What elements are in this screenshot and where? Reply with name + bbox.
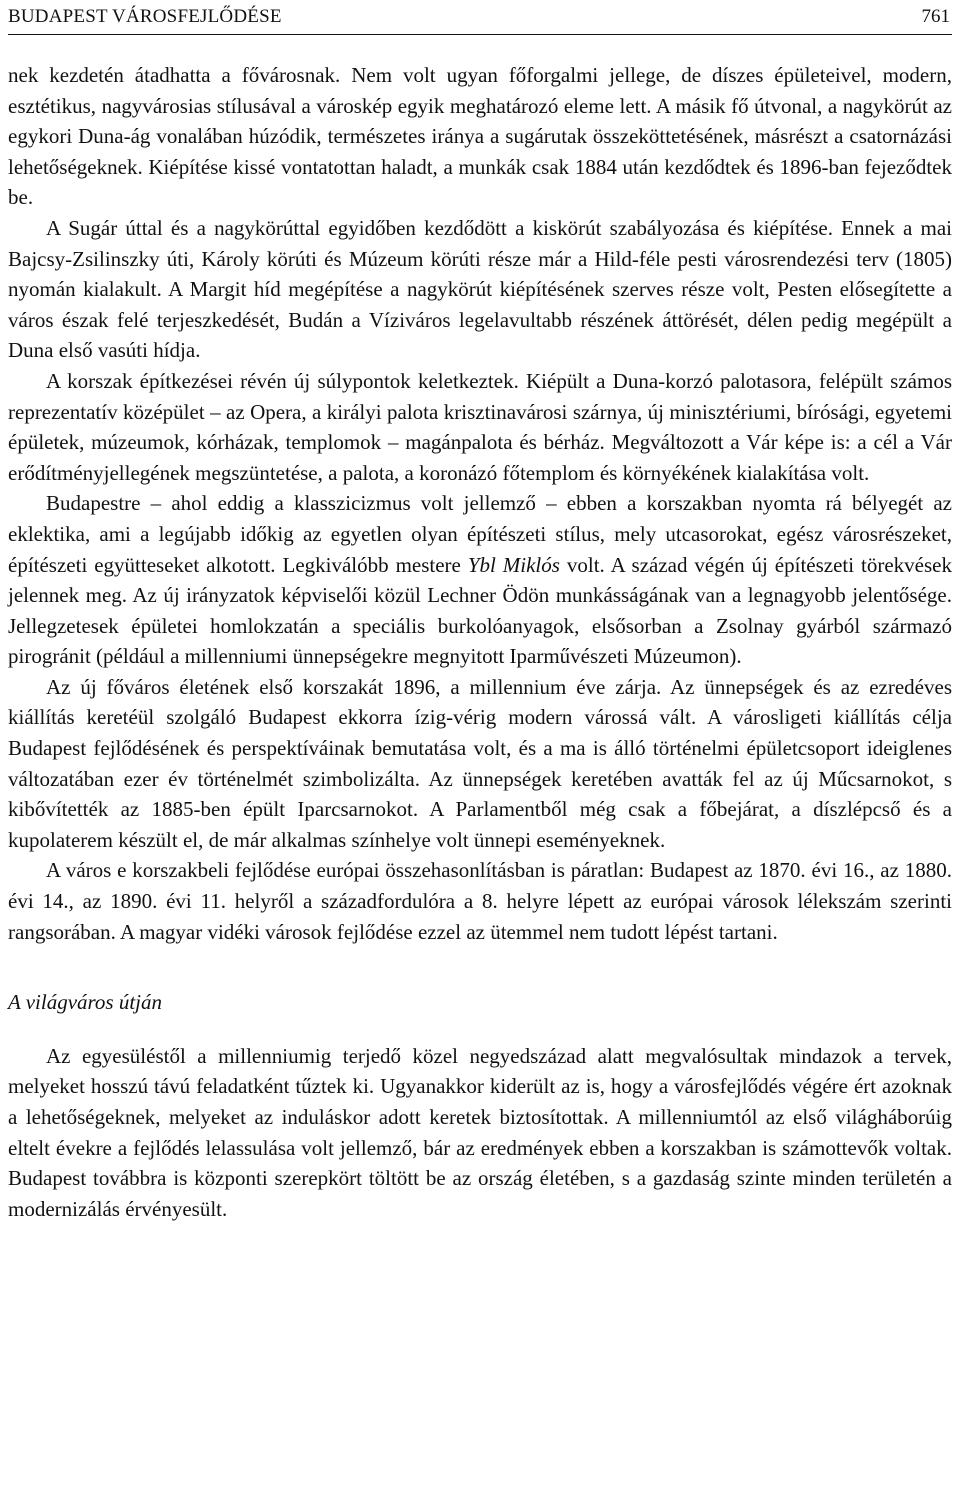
page-body	[8, 60, 952, 1224]
paragraph-continuation: nek kezdetén átadhatta a fővárosnak. Nem volt ugyan főforgalmi jellege, de díszes épületeivel, modern, esztétikus, nagyvárosias stílusával a városkép egyik meghatározó eleme lett. A másik fő útvonal, a nagykörút az egykori Duna-ág vonalában húzódik, természetes iránya a sugárutak összeköttetésének, másrészt a csatornázási lehetőségeknek. Kiépítése kissé vontatottan haladt, a munkák csak 1884 után kezdődtek és 1896-ban fejeződtek be.	[8, 63, 952, 210]
paragraph-text: volt. A század végén új építészeti törekvések jelennek meg. Az új irányzatok képviselői közül Lechner Ödön munkásságának van a legnagyobb jelentősége. Jellegzetesek épületei homlokzatán a speciális burkolóanyagok, elsősorban a Zsolnay gyárból származó pirogránit (például a millenniumi ünnepségekre megnyitott Iparművészeti Múzeumon).	[8, 552, 952, 669]
paragraph: A város e korszakbeli fejlődése európai összehasonlításban is páratlan: Budapest az 1870. évi 16., az 1880. évi 14., az 1890. évi 11. helyről a századfordulóra a 8. helyre lépett az európai városok lélekszám szerinti rangsorában. A magyar vidéki városok fejlődése ezzel az ütemmel nem tudott lépést tartani.	[8, 858, 952, 944]
page-header	[8, 0, 952, 35]
running-title: BUDAPEST VÁROSFEJLŐDÉSE	[8, 6, 282, 27]
architect-name: Ybl Miklós	[467, 552, 560, 577]
page-number: 761	[921, 6, 950, 27]
paragraph: Az új főváros életének első korszakát 1896, a millennium éve zárja. Az ünnepségek és az ezredéves kiállítás keretéül szolgáló Budapest ekkorra ízig-vérig modern várossá vált. A városligeti kiállítás célja Budapest fejlődésének és perspektíváinak bemutatása volt, és a ma is álló történelmi épületcsoport ideiglenes változatában ezer év történelmét szimbolizálta. Az ünnepségek keretében avatták fel az új Műcsarnokot, s kibővítették az 1885-ben épült Iparcsarnokot. A Parlamentből még csak a főbejárat, a díszlépcső és a kupolaterem készült el, de már alkalmas színhelye volt ünnepi eseményeknek.	[8, 674, 952, 852]
paragraph: A korszak építkezései révén új súlypontok keletkeztek. Kiépült a Duna-korzó palotasora, felépült számos reprezentatív középület – az Opera, a királyi palota krisztinavárosi szárnya, új minisztériumi, bírósági, egyetemi épületek, múzeumok, kórházak, templomok – magánpalota és bérház. Megváltozott a Vár képe is: a cél a Vár erődítményjellegének megszüntetése, a palota, a koronázó főtemplom és környékének kialakítása volt.	[8, 368, 952, 485]
paragraph-eclecticism	[8, 488, 952, 672]
section-title: A világváros útján	[8, 990, 162, 1015]
paragraph-text: Budapestre – ahol eddig a klasszicizmus volt jellemző – ebben a korszakban nyomta rá bélyegét az eklektika, ami a legújabb időkig az egyetlen olyan építészeti stílus, mely utcasorokat, egész városrészeket, építészeti együtteseket alkotott. Legkiválóbb mestere	[8, 491, 952, 577]
paragraph: A Sugár úttal és a nagykörúttal egyidőben kezdődött a kiskörút szabályozása és kiépítése. Ennek a mai Bajcsy-Zsilinszky úti, Károly körúti és Múzeum körúti része már a Hild-féle pesti városrendezési terv (1805) nyomán kialakult. A Margit híd megépítése a nagykörút kiépítésének szerves része volt, Pesten elősegítette a város észak felé terjeszkedését, Budán a Víziváros legelavultabb részének áttörését, délen pedig megépült a Duna első vasúti hídja.	[8, 215, 952, 363]
section-paragraph: Az egyesüléstől a millenniumig terjedő közel negyedszázad alatt megvalósultak mindazok a tervek, melyeket hosszú távú feladatként tűztek ki. Ugyanakkor kiderült az is, hogy a városfejlődés végére ért azoknak a lehetőségeknek, melyeket az induláskor adott keretek biztosítottak. A millenniumtól az első világháborúig eltelt évekre a fejlődés lelassulása volt jellemző, bár az eredmények ebben a korszakban is számottevők voltak. Budapest továbbra is központi szerepkört töltött be az ország életében, s a gazdaság szinte minden területén a modernizálás érvényesült.	[8, 1043, 952, 1221]
